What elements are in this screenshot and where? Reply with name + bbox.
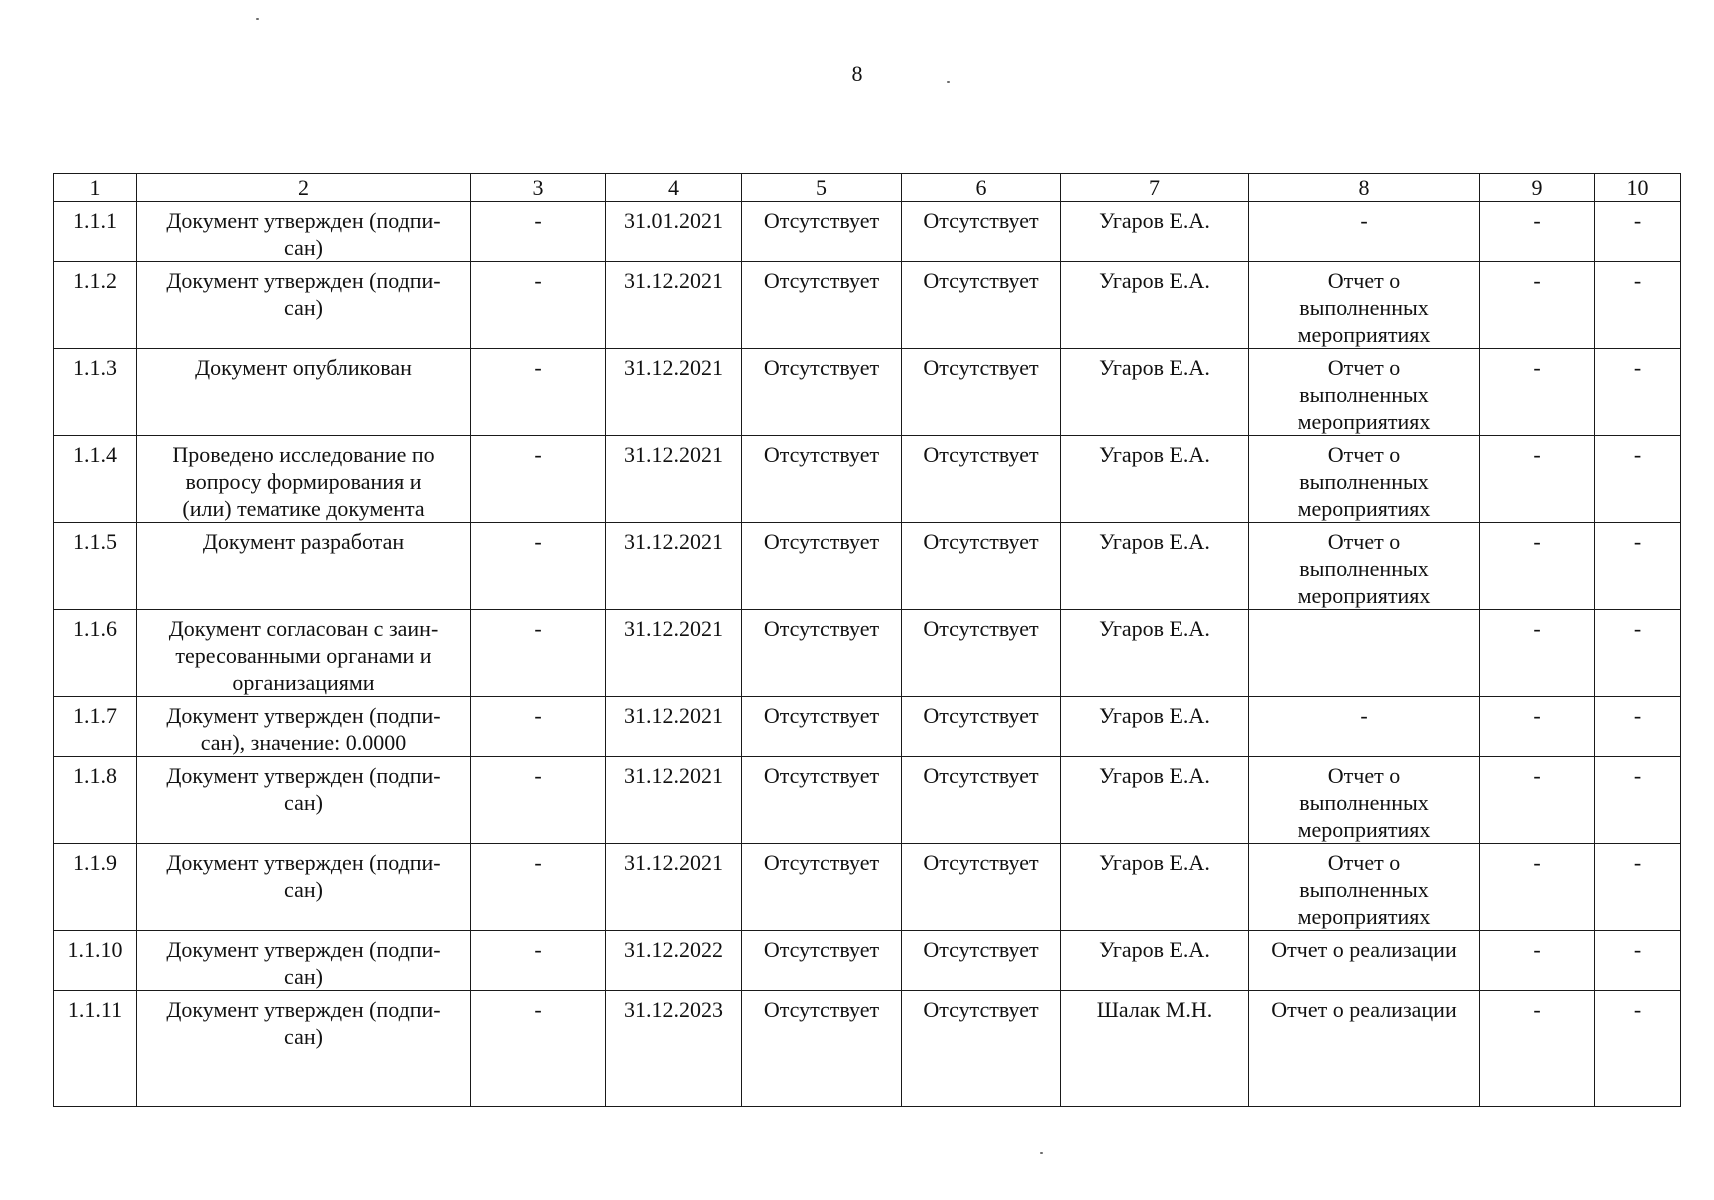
column-header-9: 9	[1480, 174, 1595, 202]
column-5-cell: Отсутствует	[742, 991, 902, 1107]
column-5-cell: Отсутствует	[742, 844, 902, 931]
responsible-person-cell: Угаров Е.А.	[1061, 436, 1249, 523]
responsible-person-cell: Угаров Е.А.	[1061, 523, 1249, 610]
result-cell: Документ утвержден (подпи- сан)	[137, 991, 471, 1107]
column-9-cell: -	[1480, 844, 1595, 931]
report-cell: Отчет о реализации	[1249, 991, 1480, 1107]
column-6-cell: Отсутствует	[902, 757, 1061, 844]
table-row	[54, 610, 1681, 697]
document-table	[53, 173, 1681, 1107]
date-cell: 31.12.2021	[606, 697, 742, 757]
report-cell: -	[1249, 697, 1480, 757]
item-number: 1.1.7	[54, 697, 137, 757]
column-header-10: 10	[1595, 174, 1681, 202]
table-row	[54, 697, 1681, 757]
responsible-person-cell: Угаров Е.А.	[1061, 610, 1249, 697]
column-9-cell: -	[1480, 610, 1595, 697]
report-cell: Отчет о выполненных мероприятиях	[1249, 844, 1480, 931]
item-number: 1.1.4	[54, 436, 137, 523]
date-cell: 31.12.2021	[606, 844, 742, 931]
column-10-cell: -	[1595, 523, 1681, 610]
column-3-cell: -	[471, 931, 606, 991]
column-6-cell: Отсутствует	[902, 262, 1061, 349]
table-row	[54, 202, 1681, 262]
column-9-cell: -	[1480, 262, 1595, 349]
date-cell: 31.12.2021	[606, 523, 742, 610]
report-cell: Отчет о выполненных мероприятиях	[1249, 436, 1480, 523]
column-5-cell: Отсутствует	[742, 436, 902, 523]
column-header-3: 3	[471, 174, 606, 202]
item-number: 1.1.9	[54, 844, 137, 931]
item-number: 1.1.2	[54, 262, 137, 349]
table-row	[54, 436, 1681, 523]
responsible-person-cell: Угаров Е.А.	[1061, 349, 1249, 436]
item-number: 1.1.6	[54, 610, 137, 697]
result-cell: Документ опубликован	[137, 349, 471, 436]
column-3-cell: -	[471, 523, 606, 610]
column-9-cell: -	[1480, 436, 1595, 523]
report-cell: Отчет о реализации	[1249, 931, 1480, 991]
scan-speck	[947, 81, 950, 83]
table-row	[54, 262, 1681, 349]
report-cell: Отчет о выполненных мероприятиях	[1249, 523, 1480, 610]
column-10-cell: -	[1595, 991, 1681, 1107]
column-9-cell: -	[1480, 757, 1595, 844]
column-9-cell: -	[1480, 931, 1595, 991]
column-10-cell: -	[1595, 436, 1681, 523]
column-3-cell: -	[471, 349, 606, 436]
column-10-cell: -	[1595, 931, 1681, 991]
column-5-cell: Отсутствует	[742, 349, 902, 436]
report-cell: -	[1249, 202, 1480, 262]
date-cell: 31.12.2021	[606, 610, 742, 697]
column-3-cell: -	[471, 436, 606, 523]
column-6-cell: Отсутствует	[902, 610, 1061, 697]
responsible-person-cell: Угаров Е.А.	[1061, 757, 1249, 844]
column-5-cell: Отсутствует	[742, 262, 902, 349]
column-9-cell: -	[1480, 202, 1595, 262]
report-cell: Отчет о выполненных мероприятиях	[1249, 757, 1480, 844]
column-5-cell: Отсутствует	[742, 697, 902, 757]
result-cell: Документ утвержден (подпи- сан)	[137, 202, 471, 262]
column-10-cell: -	[1595, 757, 1681, 844]
column-6-cell: Отсутствует	[902, 991, 1061, 1107]
result-cell: Документ утвержден (подпи- сан)	[137, 757, 471, 844]
table-row	[54, 349, 1681, 436]
item-number: 1.1.5	[54, 523, 137, 610]
column-6-cell: Отсутствует	[902, 931, 1061, 991]
date-cell: 31.12.2021	[606, 436, 742, 523]
header-row	[54, 174, 1681, 202]
responsible-person-cell: Угаров Е.А.	[1061, 697, 1249, 757]
report-cell: Отчет о выполненных мероприятиях	[1249, 349, 1480, 436]
result-cell: Документ утвержден (подпи- сан), значение: 0.0000	[137, 697, 471, 757]
date-cell: 31.01.2021	[606, 202, 742, 262]
column-5-cell: Отсутствует	[742, 523, 902, 610]
result-cell: Документ утвержден (подпи- сан)	[137, 262, 471, 349]
page-number: 8	[851, 61, 863, 86]
column-9-cell: -	[1480, 349, 1595, 436]
column-header-7: 7	[1061, 174, 1249, 202]
report-cell: Отчет о выполненных мероприятиях	[1249, 262, 1480, 349]
item-number: 1.1.10	[54, 931, 137, 991]
column-3-cell: -	[471, 262, 606, 349]
column-5-cell: Отсутствует	[742, 757, 902, 844]
date-cell: 31.12.2022	[606, 931, 742, 991]
column-9-cell: -	[1480, 697, 1595, 757]
column-10-cell: -	[1595, 349, 1681, 436]
column-3-cell: -	[471, 202, 606, 262]
column-5-cell: Отсутствует	[742, 610, 902, 697]
column-6-cell: Отсутствует	[902, 349, 1061, 436]
result-cell: Документ утвержден (подпи- сан)	[137, 844, 471, 931]
column-6-cell: Отсутствует	[902, 523, 1061, 610]
item-number: 1.1.3	[54, 349, 137, 436]
date-cell: 31.12.2021	[606, 757, 742, 844]
column-10-cell: -	[1595, 697, 1681, 757]
column-5-cell: Отсутствует	[742, 202, 902, 262]
responsible-person-cell: Угаров Е.А.	[1061, 262, 1249, 349]
column-header-5: 5	[742, 174, 902, 202]
scan-speck	[1040, 1152, 1043, 1154]
report-cell	[1249, 610, 1480, 697]
column-header-4: 4	[606, 174, 742, 202]
column-3-cell: -	[471, 844, 606, 931]
column-3-cell: -	[471, 991, 606, 1107]
column-6-cell: Отсутствует	[902, 202, 1061, 262]
result-cell: Документ разработан	[137, 523, 471, 610]
column-9-cell: -	[1480, 991, 1595, 1107]
column-6-cell: Отсутствует	[902, 844, 1061, 931]
scan-speck	[256, 18, 259, 20]
table-row	[54, 757, 1681, 844]
column-6-cell: Отсутствует	[902, 436, 1061, 523]
column-header-2: 2	[137, 174, 471, 202]
column-3-cell: -	[471, 757, 606, 844]
date-cell: 31.12.2021	[606, 262, 742, 349]
responsible-person-cell: Угаров Е.А.	[1061, 931, 1249, 991]
result-cell: Документ согласован с заин- тересованными органами и организациями	[137, 610, 471, 697]
date-cell: 31.12.2023	[606, 991, 742, 1107]
column-5-cell: Отсутствует	[742, 931, 902, 991]
responsible-person-cell: Шалак М.Н.	[1061, 991, 1249, 1107]
table-row	[54, 844, 1681, 931]
result-cell: Проведено исследование по вопросу формирования и (или) тематике документа	[137, 436, 471, 523]
column-3-cell: -	[471, 610, 606, 697]
table-row	[54, 523, 1681, 610]
table-row	[54, 991, 1681, 1107]
column-6-cell: Отсутствует	[902, 697, 1061, 757]
column-3-cell: -	[471, 697, 606, 757]
table-row	[54, 931, 1681, 991]
responsible-person-cell: Угаров Е.А.	[1061, 844, 1249, 931]
column-9-cell: -	[1480, 523, 1595, 610]
column-10-cell: -	[1595, 262, 1681, 349]
column-10-cell: -	[1595, 610, 1681, 697]
date-cell: 31.12.2021	[606, 349, 742, 436]
column-header-8: 8	[1249, 174, 1480, 202]
column-10-cell: -	[1595, 844, 1681, 931]
column-header-1: 1	[54, 174, 137, 202]
item-number: 1.1.1	[54, 202, 137, 262]
column-10-cell: -	[1595, 202, 1681, 262]
responsible-person-cell: Угаров Е.А.	[1061, 202, 1249, 262]
result-cell: Документ утвержден (подпи- сан)	[137, 931, 471, 991]
item-number: 1.1.11	[54, 991, 137, 1107]
item-number: 1.1.8	[54, 757, 137, 844]
column-header-6: 6	[902, 174, 1061, 202]
